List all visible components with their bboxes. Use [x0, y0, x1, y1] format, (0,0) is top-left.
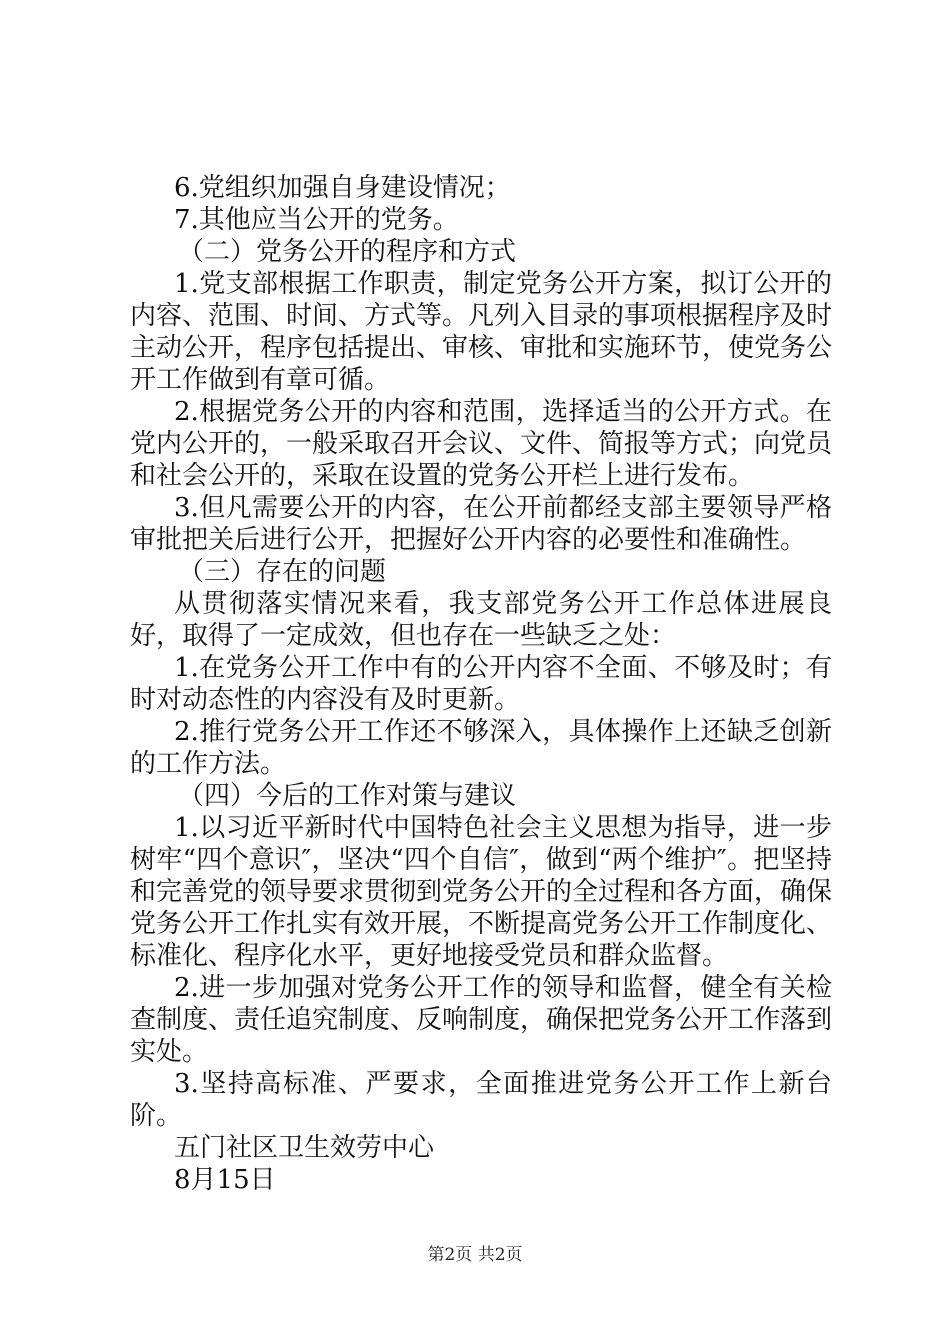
paragraph-problems-1: 1.在党务公开工作中有的公开内容不全面、不够及时；有时对动态性的内容没有及时更新。 — [130, 653, 832, 715]
paragraph-suggestions-1: 1.以习近平新时代中国特色社会主义思想为指导，进一步树牢“四个意识″，坚决“四个自信″，做到“两个维护″。把坚持和完善党的领导要求贯彻到党务公开的全过程和各方面，确保党务公开工作扎实有效开展，不断提高党务公开工作制度化、标准化、程序化水平，更好地接受党员和群众监督。 — [130, 813, 833, 971]
paragraph-suggestions-2: 2.进一步加强对党务公开工作的领导和监督，健全有关检查制度、责任追究制度、反响制度，确保把党务公开工作落到实处。 — [130, 973, 833, 1067]
paragraph-problems-2: 2.推行党务公开工作还不够深入，具体操作上还缺乏创新的工作方法。 — [130, 717, 832, 779]
paragraph-problems-intro: 从贯彻落实情况来看，我支部党务公开工作总体进展良好，取得了一定成效，但也存在一些缺乏之处： — [130, 589, 832, 651]
document-body — [130, 172, 832, 1196]
signature-organization: 五门社区卫生效劳中心 — [174, 1133, 435, 1163]
paragraph-procedure-2: 2.根据党务公开的内容和范围，选择适当的公开方式。在党内公开的，一般采取召开会议、文件、简报等方式；向党员和社会公开的，采取在设置的党务公开栏上进行发布。 — [130, 397, 833, 491]
signature-date: 8月15日 — [174, 1165, 276, 1195]
paragraph-procedure-1: 1.党支部根据工作职责，制定党务公开方案，拟订公开的内容、范围、时间、方式等。凡列入目录的事项根据程序及时主动公开，程序包括提出、审核、审批和实施环节，使党务公开工作做到有章可循。 — [130, 269, 833, 395]
paragraph-procedure-3: 3.但凡需要公开的内容，在公开前都经支部主要领导严格审批把关后进行公开，把握好公开内容的必要性和准确性。 — [130, 493, 832, 555]
section-heading-procedure: （二）党务公开的程序和方式 — [178, 237, 517, 267]
paragraph-item-6: 6.党组织加强自身建设情况； — [174, 173, 511, 203]
paragraph-suggestions-3: 3.坚持高标准、严要求，全面推进党务公开工作上新台阶。 — [130, 1069, 832, 1131]
page-number-footer: 第2页 共2页 — [427, 1245, 523, 1265]
section-heading-problems: （三）存在的问题 — [178, 557, 387, 587]
section-heading-suggestions: （四）今后的工作对策与建议 — [178, 781, 517, 811]
paragraph-item-7: 7.其他应当公开的党务。 — [174, 205, 459, 235]
